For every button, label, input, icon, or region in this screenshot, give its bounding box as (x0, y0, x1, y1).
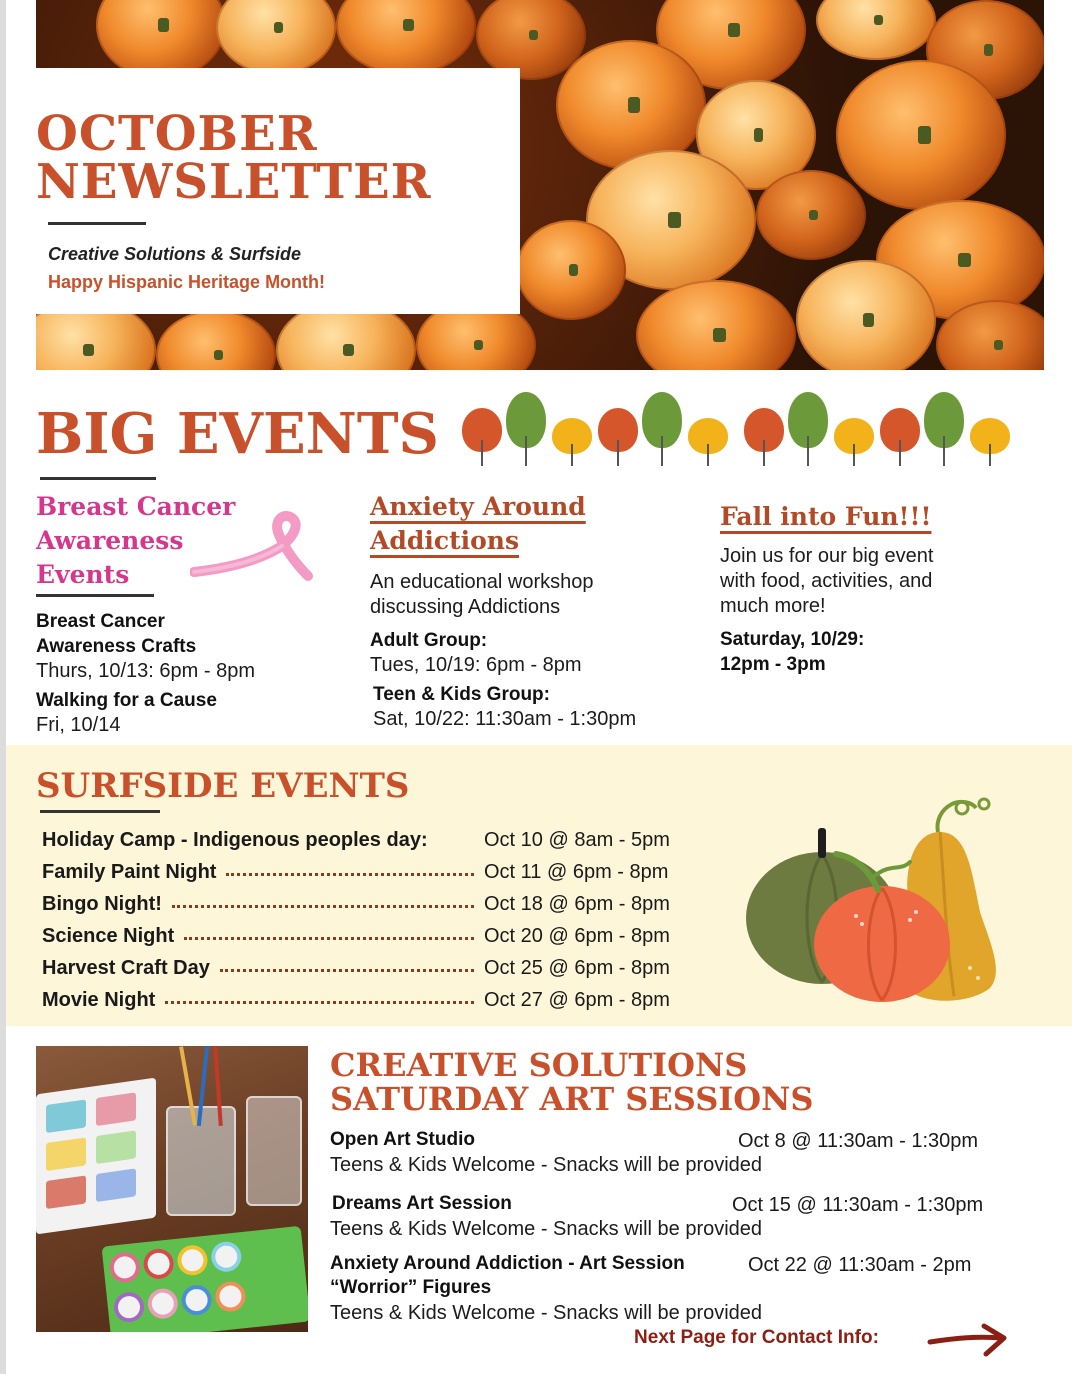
heading-line: Addictions (370, 526, 520, 555)
event-description: discussing Addictions (370, 596, 561, 618)
autumn-tree-icon (924, 392, 964, 466)
event-date: Saturday, 10/29: (720, 629, 865, 650)
session-description: Teens & Kids Welcome - Snacks will be provided (330, 1154, 763, 1176)
fall-into-fun-event (720, 500, 1040, 677)
heading-line: Breast Cancer (36, 492, 236, 521)
session-time: Oct 15 @ 11:30am - 1:30pm (732, 1194, 984, 1216)
title-line-2: NEWSLETTER (36, 154, 432, 210)
group-name: Adult Group: (370, 630, 488, 651)
autumn-tree-icon (598, 396, 638, 466)
surfside-event-name: Science Night (42, 924, 175, 947)
fall-heading: Fall into Fun!!! (720, 502, 932, 531)
surfside-event-time: Oct 25 @ 6pm - 8pm (484, 956, 670, 979)
heading-line: CREATIVE SOLUTIONS (330, 1046, 748, 1084)
big-events-divider (40, 477, 156, 480)
session-subtitle: “Worrior” Figures (330, 1277, 492, 1298)
surfside-event-name: Holiday Camp - Indigenous peoples day: (42, 828, 428, 851)
session-description: Teens & Kids Welcome - Snacks will be provided (330, 1302, 763, 1324)
dotted-leader (226, 873, 474, 876)
session-time: Oct 8 @ 11:30am - 1:30pm (738, 1130, 979, 1152)
autumn-tree-icon (788, 392, 828, 466)
creative-solutions-heading (330, 1048, 814, 1116)
heading-divider (36, 594, 154, 597)
newsletter-title-card (36, 68, 520, 314)
surfside-event-time: Oct 27 @ 6pm - 8pm (484, 988, 670, 1011)
title-line-1: OCTOBER (36, 106, 318, 162)
group-date: Tues, 10/19: 6pm - 8pm (370, 654, 582, 676)
newsletter-title (36, 106, 432, 210)
anxiety-heading (370, 490, 690, 558)
surfside-events-list (42, 824, 692, 1016)
autumn-tree-icon (880, 396, 920, 466)
dotted-leader (165, 1001, 474, 1004)
right-arrow-icon (926, 1320, 1010, 1360)
autumn-tree-icon (688, 406, 728, 466)
pumpkins-illustration (740, 792, 1010, 1008)
autumn-tree-icon (970, 406, 1010, 466)
event-date: Fri, 10/14 (36, 714, 121, 736)
art-session (330, 1192, 990, 1242)
list-item (42, 824, 692, 856)
paint-pots-tray (102, 1226, 308, 1332)
surfside-divider (40, 810, 160, 813)
list-item (42, 920, 692, 952)
autumn-tree-icon (506, 392, 546, 466)
event-description: An educational workshop (370, 571, 594, 593)
group-name: Teen & Kids Group: (373, 684, 550, 705)
list-item (42, 856, 692, 888)
event-time: 12pm - 3pm (720, 654, 826, 675)
group-date: Sat, 10/22: 11:30am - 1:30pm (373, 708, 637, 730)
art-supplies-photo (36, 1046, 308, 1332)
autumn-tree-icon (834, 406, 874, 466)
session-name: Dreams Art Session (332, 1193, 512, 1214)
heading-line: Events (36, 560, 130, 589)
surfside-event-name: Movie Night (42, 988, 156, 1011)
event-description: with food, activities, and (720, 570, 933, 592)
event-name: Walking for a Cause (36, 690, 217, 711)
session-description: Teens & Kids Welcome - Snacks will be provided (330, 1218, 763, 1240)
list-item (42, 984, 692, 1016)
anxiety-addictions-events (370, 490, 690, 732)
list-item (42, 888, 692, 920)
event-date: Thurs, 10/13: 6pm - 8pm (36, 660, 255, 682)
next-page-note: Next Page for Contact Info: (634, 1327, 879, 1348)
page-edge (0, 0, 6, 1374)
autumn-tree-icon (462, 396, 502, 466)
art-session (330, 1128, 990, 1178)
session-name: Open Art Studio (330, 1129, 475, 1150)
surfside-event-name: Bingo Night! (42, 892, 162, 915)
surfside-heading: SURFSIDE EVENTS (36, 766, 410, 806)
heading-line: Awareness (36, 526, 184, 555)
session-time: Oct 22 @ 11:30am - 2pm (748, 1254, 972, 1276)
session-name: Anxiety Around Addiction - Art Session (330, 1253, 685, 1274)
event-name: Breast Cancer (36, 611, 165, 632)
art-session (330, 1252, 990, 1326)
event-description: Join us for our big event (720, 545, 934, 567)
pink-ribbon-icon (190, 510, 314, 584)
dotted-leader (220, 969, 474, 972)
autumn-tree-icon (552, 406, 592, 466)
heading-line: SATURDAY ART SESSIONS (330, 1080, 814, 1118)
surfside-event-time: Oct 11 @ 6pm - 8pm (484, 860, 669, 883)
dotted-leader (172, 905, 474, 908)
paint-palette (36, 1078, 156, 1235)
list-item (42, 952, 692, 984)
newsletter-subtitle: Creative Solutions & Surfside (48, 244, 302, 264)
surfside-event-time: Oct 10 @ 8am - 5pm (484, 828, 670, 851)
heading-line: Anxiety Around (370, 492, 586, 521)
autumn-tree-icon (642, 392, 682, 466)
big-events-heading: BIG EVENTS (36, 401, 439, 467)
surfside-event-time: Oct 20 @ 6pm - 8pm (484, 924, 670, 947)
dotted-leader (184, 937, 474, 940)
autumn-trees-decoration (462, 392, 1022, 466)
surfside-event-name: Family Paint Night (42, 860, 217, 883)
surfside-event-name: Harvest Craft Day (42, 956, 210, 979)
event-name: Awareness Crafts (36, 636, 197, 657)
event-description: much more! (720, 595, 826, 617)
autumn-tree-icon (744, 396, 784, 466)
surfside-event-time: Oct 18 @ 6pm - 8pm (484, 892, 670, 915)
heritage-tagline: Happy Hispanic Heritage Month! (48, 272, 326, 292)
title-divider (48, 222, 146, 225)
